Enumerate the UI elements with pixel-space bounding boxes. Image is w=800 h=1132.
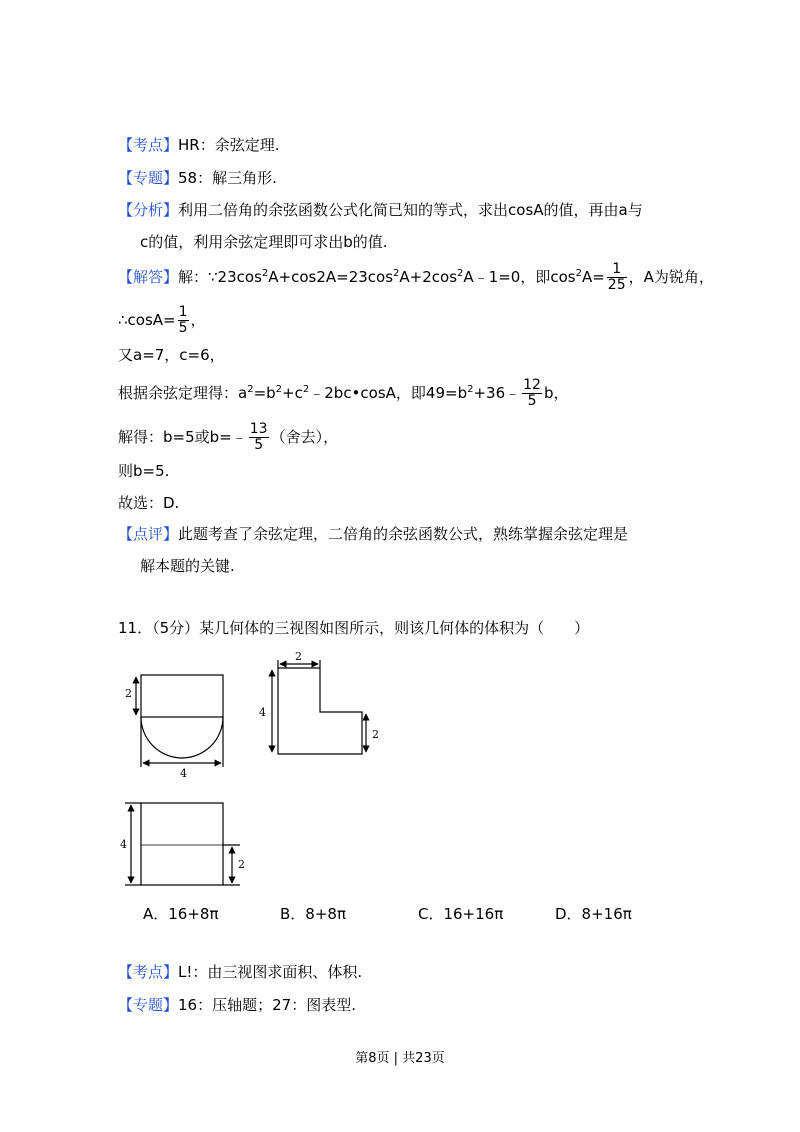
jieda-mid3: A﹣1=0，即cos bbox=[463, 268, 576, 286]
fenxi-line2: c的值，利用余弦定理即可求出b的值. bbox=[140, 233, 388, 251]
you-line: 又a=7，c=6， bbox=[118, 346, 225, 364]
frac-num: 13 bbox=[249, 421, 268, 437]
zhuanti2-line bbox=[118, 995, 356, 1015]
side-h-label: 4 bbox=[259, 706, 266, 719]
front-semicircle bbox=[141, 717, 223, 758]
sup: 2 bbox=[575, 268, 582, 279]
front-w-label: 4 bbox=[180, 767, 187, 780]
kaodian-tag: 【考点】 bbox=[118, 136, 179, 154]
sup: 2 bbox=[261, 268, 269, 279]
option-b: B．8+8π bbox=[280, 905, 346, 923]
jie-post: （舍去）， bbox=[270, 428, 339, 446]
zhuanti-text: 58：解三角形. bbox=[178, 169, 277, 187]
cosA-line bbox=[118, 305, 206, 336]
fenxi-tag: 【分析】 bbox=[118, 201, 179, 219]
side-outline bbox=[278, 668, 362, 754]
front-view bbox=[136, 675, 223, 767]
jieda-pre: 解：∵23cos bbox=[178, 268, 262, 286]
jie-line bbox=[118, 422, 338, 453]
top-view bbox=[125, 803, 240, 885]
jieda-tag: 【解答】 bbox=[118, 268, 179, 286]
fenxi-text1: 利用二倍角的余弦函数公式化简已知的等式，求出cosA的值，再由a与 bbox=[178, 201, 643, 219]
dianping-line1 bbox=[118, 524, 628, 544]
sup: 2 bbox=[467, 384, 474, 395]
frac-den: 25 bbox=[607, 277, 626, 293]
kaodian2-tag: 【考点】 bbox=[118, 963, 179, 981]
three-view-figure bbox=[0, 640, 800, 940]
frac-num: 1 bbox=[607, 262, 627, 278]
jieda-line bbox=[118, 262, 714, 293]
dianping-tag: 【点评】 bbox=[118, 525, 179, 543]
gen-post: b， bbox=[543, 384, 569, 402]
fenxi-line1 bbox=[118, 200, 643, 220]
ze-line: 则b=5. bbox=[118, 462, 170, 480]
sup: 2 bbox=[247, 384, 254, 395]
dianping-line2: 解本题的关键. bbox=[140, 557, 235, 575]
front-h-label: 2 bbox=[125, 687, 132, 700]
fraction-13-5 bbox=[249, 422, 269, 453]
jieda-post: ，A为锐角， bbox=[628, 268, 714, 286]
gen-c: ﹣2bc•cosA，即49=b bbox=[309, 384, 468, 402]
frac-num: 1 bbox=[178, 304, 188, 320]
page-footer: 第8页 | 共23页 bbox=[355, 1051, 445, 1066]
frac-num: 12 bbox=[523, 377, 541, 393]
kaodian-text: HR：余弦定理. bbox=[178, 136, 280, 154]
gen-b: +c bbox=[282, 384, 303, 402]
jieda-mid4: A= bbox=[581, 268, 605, 286]
zhuanti-line bbox=[118, 168, 277, 188]
jieda-mid1: A+cos2A=23cos bbox=[268, 268, 394, 286]
sup: 2 bbox=[302, 384, 310, 395]
sup: 2 bbox=[457, 268, 464, 279]
side-view bbox=[272, 660, 366, 754]
kaodian-line bbox=[118, 135, 280, 155]
fraction-12-5 bbox=[522, 378, 542, 409]
option-d: D．8+16π bbox=[555, 905, 632, 923]
zhuanti2-tag: 【专题】 bbox=[118, 996, 179, 1014]
frac-den: 5 bbox=[527, 393, 537, 409]
zhuanti2-text: 16：压轴题；27：图表型. bbox=[178, 996, 356, 1014]
jie-pre: 解得：b=5或b=﹣ bbox=[118, 428, 247, 446]
frac-den: 5 bbox=[254, 437, 264, 453]
fraction-1-25 bbox=[607, 262, 627, 293]
kaodian2-text: L!：由三视图求面积、体积. bbox=[178, 963, 363, 981]
option-c: C．16+16π bbox=[418, 905, 504, 923]
fraction-1-5 bbox=[178, 305, 189, 336]
gen-d: +36﹣ bbox=[473, 384, 521, 402]
jieda-mid2: A+2cos bbox=[399, 268, 458, 286]
gen-line bbox=[118, 378, 568, 409]
sup: 2 bbox=[275, 384, 283, 395]
dianping-text1: 此题考查了余弦定理，二倍角的余弦函数公式，熟练掌握余弦定理是 bbox=[178, 525, 629, 543]
top-right-label: 2 bbox=[238, 858, 245, 871]
question-11-stem: 11．（5分）某几何体的三视图如图所示，则该几何体的体积为（ ） bbox=[118, 619, 590, 637]
gen-a: =b bbox=[253, 384, 276, 402]
frac-den: 5 bbox=[178, 320, 188, 336]
front-rect bbox=[141, 675, 223, 717]
kaodian2-line bbox=[118, 962, 362, 982]
side-right-label: 2 bbox=[372, 728, 379, 741]
zhuanti-tag: 【专题】 bbox=[118, 169, 179, 187]
top-h-label: 4 bbox=[120, 838, 127, 851]
top-rect bbox=[141, 803, 223, 885]
option-a: A．16+8π bbox=[143, 905, 219, 923]
cos-pre: ∴cosA= bbox=[118, 311, 176, 329]
side-top-label: 2 bbox=[295, 650, 302, 663]
gu-line: 故选：D. bbox=[118, 494, 180, 512]
cos-post: ， bbox=[190, 311, 206, 329]
gen-pre: 根据余弦定理得：a bbox=[118, 384, 248, 402]
sup: 2 bbox=[393, 268, 400, 279]
